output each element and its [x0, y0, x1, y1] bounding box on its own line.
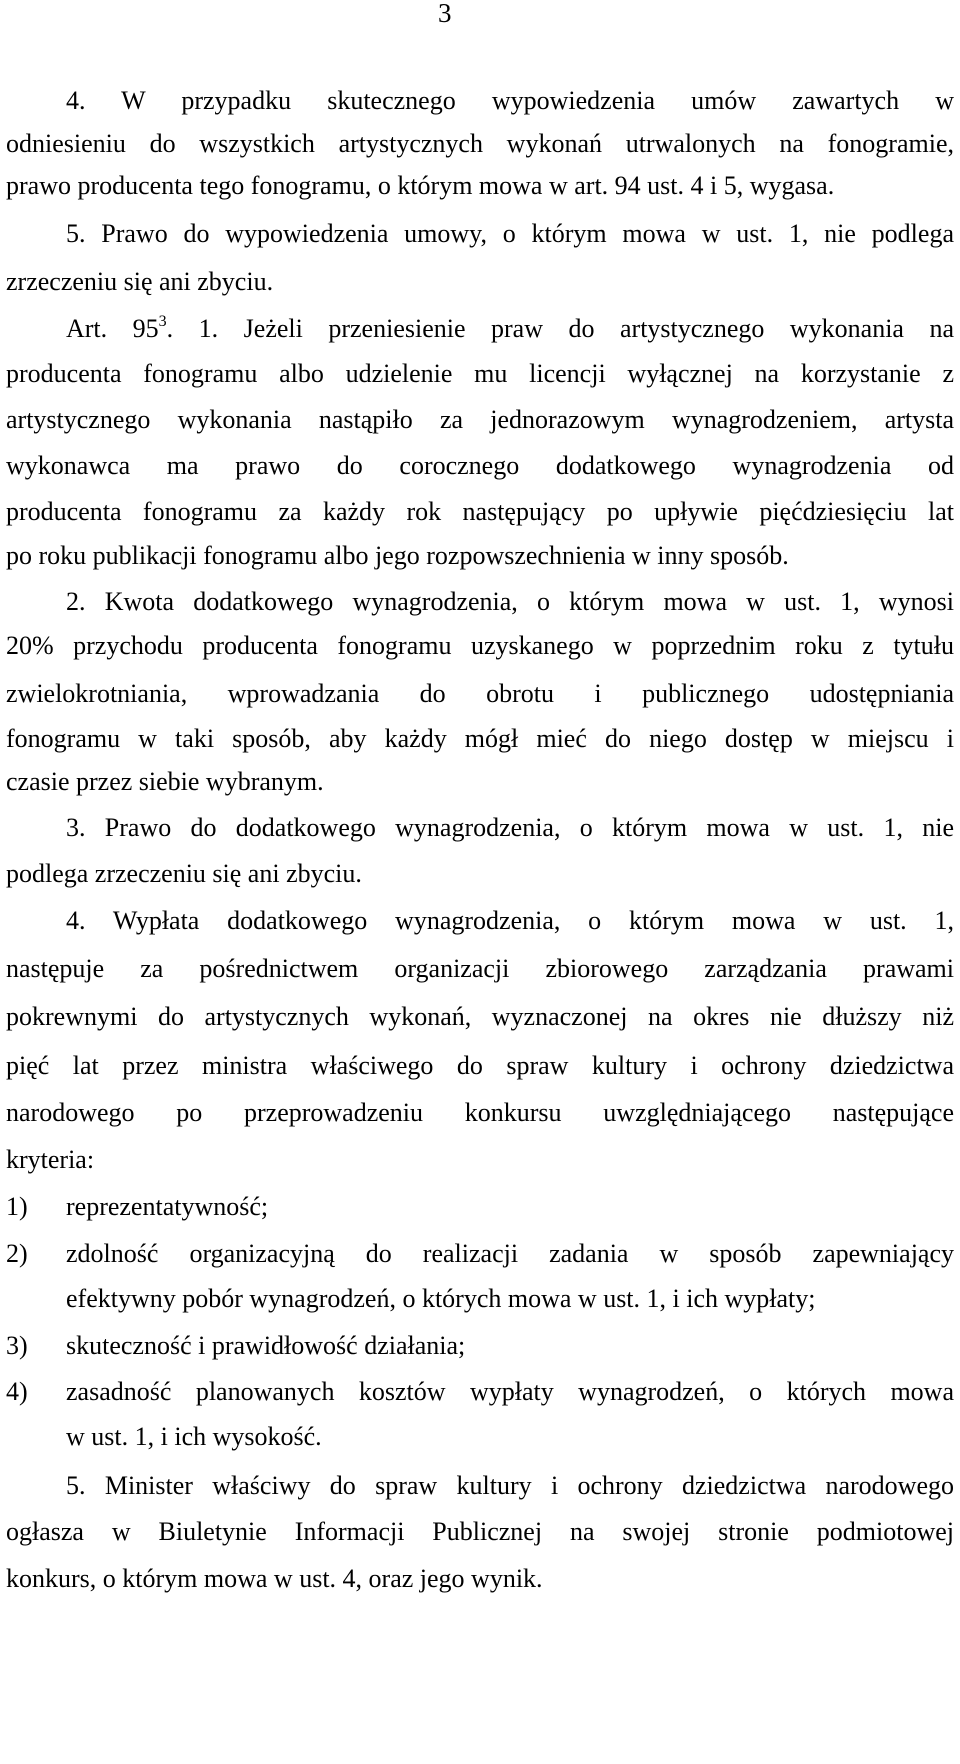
text-line: zrzeczeniu się ani zbyciu.: [6, 267, 274, 296]
text-line: fonogramu w taki sposób, aby każdy mógł mieć do niego dostęp w miejscu i: [6, 724, 954, 753]
text-line: pokrewnymi do artystycznych wykonań, wyznaczonej na okres nie dłuższy niż: [6, 1002, 954, 1031]
text-line: następuje za pośrednictwem organizacji zbiorowego zarządzania prawami: [6, 954, 954, 983]
text-line: pięć lat przez ministra właściwego do spraw kultury i ochrony dziedzictwa: [6, 1051, 954, 1080]
list-item-text: zdolność organizacyjną do realizacji zadania w sposób zapewniający: [66, 1239, 954, 1268]
article-first-line: . 1. Jeżeli przeniesienie praw do artystycznego wykonania na: [166, 314, 954, 343]
text-line: odniesieniu do wszystkich artystycznych wykonań utrwalonych na fonogramie,: [6, 129, 954, 158]
list-item-number: 3): [6, 1331, 28, 1360]
article-superscript: 3: [158, 313, 167, 330]
text-line: 4. Wypłata dodatkowego wynagrodzenia, o którym mowa w ust. 1,: [66, 906, 954, 935]
text-line: 20% przychodu producenta fonogramu uzyskanego w poprzednim roku z tytułu: [6, 631, 954, 660]
text-line: podlega zrzeczeniu się ani zbyciu.: [6, 859, 362, 888]
text-line: 5. Prawo do wypowiedzenia umowy, o którym mowa w ust. 1, nie podlega: [66, 219, 954, 248]
text-line: producenta fonogramu za każdy rok następujący po upływie pięćdziesięciu lat: [6, 497, 954, 526]
list-item-text: efektywny pobór wynagrodzeń, o których mowa w ust. 1, i ich wypłaty;: [66, 1284, 816, 1313]
list-item-number: 4): [6, 1377, 28, 1406]
text-line: po roku publikacji fonogramu albo jego rozpowszechnienia w inny sposób.: [6, 541, 789, 570]
list-item-text: reprezentatywność;: [66, 1192, 269, 1221]
list-item-text: w ust. 1, i ich wysokość.: [66, 1422, 322, 1451]
article-heading-line: [66, 314, 954, 344]
text-line: 2. Kwota dodatkowego wynagrodzenia, o którym mowa w ust. 1, wynosi: [66, 587, 954, 616]
text-line: kryteria:: [6, 1145, 95, 1174]
text-line: wykonawca ma prawo do corocznego dodatkowego wynagrodzenia od: [6, 451, 954, 480]
text-line: ogłasza w Biuletynie Informacji Publicznej na swojej stronie podmiotowej: [6, 1517, 954, 1546]
text-line: narodowego po przeprowadzeniu konkursu uwzględniającego następujące: [6, 1098, 954, 1127]
text-line: zwielokrotniania, wprowadzania do obrotu i publicznego udostępniania: [6, 679, 954, 708]
list-item-text: skuteczność i prawidłowość działania;: [66, 1331, 466, 1360]
list-item-text: zasadność planowanych kosztów wypłaty wynagrodzeń, o których mowa: [66, 1377, 954, 1406]
page-number: 3: [438, 0, 452, 28]
text-line: artystycznego wykonania nastąpiło za jednorazowym wynagrodzeniem, artysta: [6, 405, 954, 434]
list-item-number: 2): [6, 1239, 28, 1268]
article-number: Art. 95: [66, 314, 159, 343]
text-line: producenta fonogramu albo udzielenie mu licencji wyłącznej na korzystanie z: [6, 359, 954, 388]
text-line: 3. Prawo do dodatkowego wynagrodzenia, o którym mowa w ust. 1, nie: [66, 813, 954, 842]
list-item-number: 1): [6, 1192, 28, 1221]
text-line: 5. Minister właściwy do spraw kultury i ochrony dziedzictwa narodowego: [66, 1471, 954, 1500]
text-line: 4. W przypadku skutecznego wypowiedzenia umów zawartych w: [66, 86, 954, 115]
text-line: prawo producenta tego fonogramu, o którym mowa w art. 94 ust. 4 i 5, wygasa.: [6, 171, 835, 200]
text-line: konkurs, o którym mowa w ust. 4, oraz jego wynik.: [6, 1564, 543, 1593]
text-line: czasie przez siebie wybranym.: [6, 767, 324, 796]
